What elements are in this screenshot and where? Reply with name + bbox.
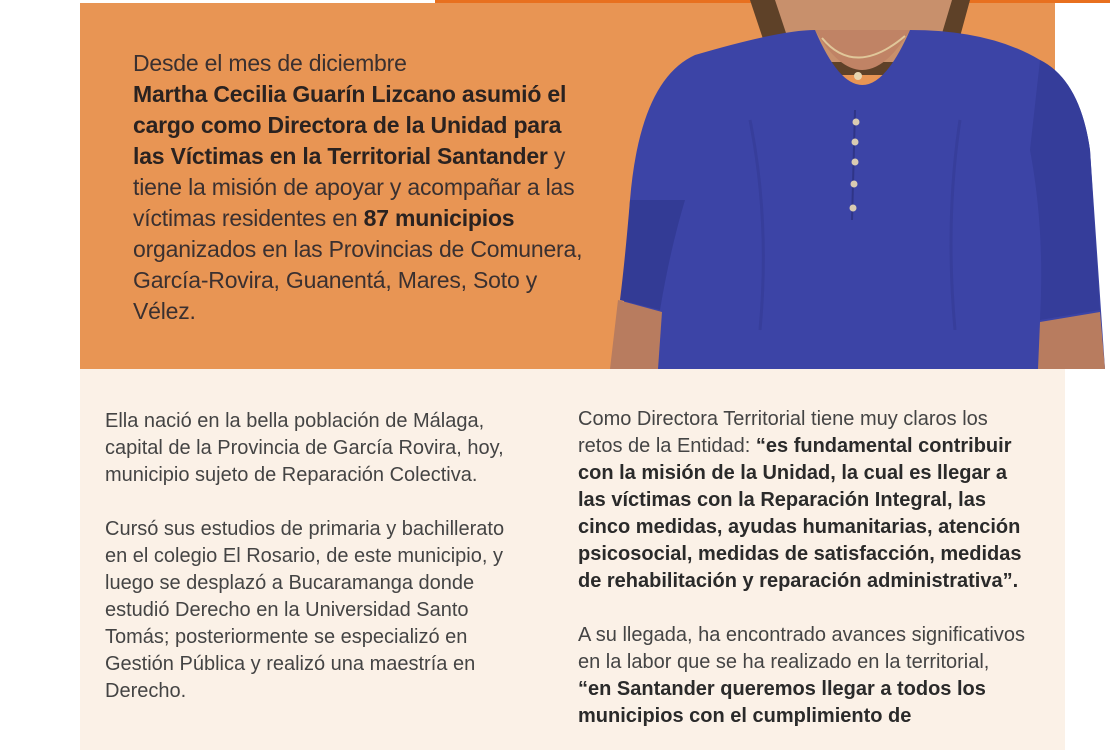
portrait-illustration [600,0,1110,369]
intro-mid: y tiene la misión de apoyar y acompañar a las víctimas residentes en [133,143,575,231]
button-2 [852,139,859,146]
woman-portrait-icon [600,0,1110,369]
intro-tail: organizados en las Provincias de Comunera, García-Rovira, Guanentá, Mares, Soto y Vélez. [133,236,583,324]
right-p2-text: A su llegada, ha encontrado avances significativos en la labor que se ha realizado en la territorial, [578,624,1025,673]
column-left [105,408,525,705]
intro-bold-count: 87 municipios [363,205,515,231]
right-p2-quote: “en Santander queremos llegar a todos los municipios con el cumplimiento de [578,678,986,727]
right-p1-quote: “es fundamental contribuir con la misión de la Unidad, la cual es llegar a las víctimas con la Reparación Integral, las cinco medidas, ayudas humanitarias, atención psicosocial, medidas de satisfacción, medidas de rehabilitación y reparación administrativa”. [578,435,1022,592]
button-4 [851,181,858,188]
right-paragraph-2 [578,622,1028,730]
button-3 [852,159,859,166]
intro-lead: Desde el mes de diciembre [133,50,407,76]
blouse-shape [620,30,1105,369]
left-paragraph-2: Cursó sus estudios de primaria y bachillerato en el colegio El Rosario, de este municipio, y luego se desplazó a Bucaramanga donde estudió Derecho en la Universidad Santo Tomás; posteriormente se especializó en Gestión Pública y realizó una maestría en Derecho. [105,518,505,702]
intro-text [133,48,583,327]
left-arm [610,300,662,369]
column-right [578,406,1028,730]
right-p1-text: Como Directora Territorial tiene muy claros los retos de la Entidad: [578,408,988,457]
button-5 [850,205,857,212]
left-paragraph-1: Ella nació en la bella población de Málaga, capital de la Provincia de García Rovira, hoy, municipio sujeto de Reparación Colectiva. [105,410,504,486]
right-paragraph-1 [578,406,1028,595]
button-1 [853,119,860,126]
necklace-pendant [854,72,862,80]
intro-bold-name: Martha Cecilia Guarín Lizcano asumió el cargo como Directora de la Unidad para las Víctimas en la Territorial Santander [133,81,567,169]
